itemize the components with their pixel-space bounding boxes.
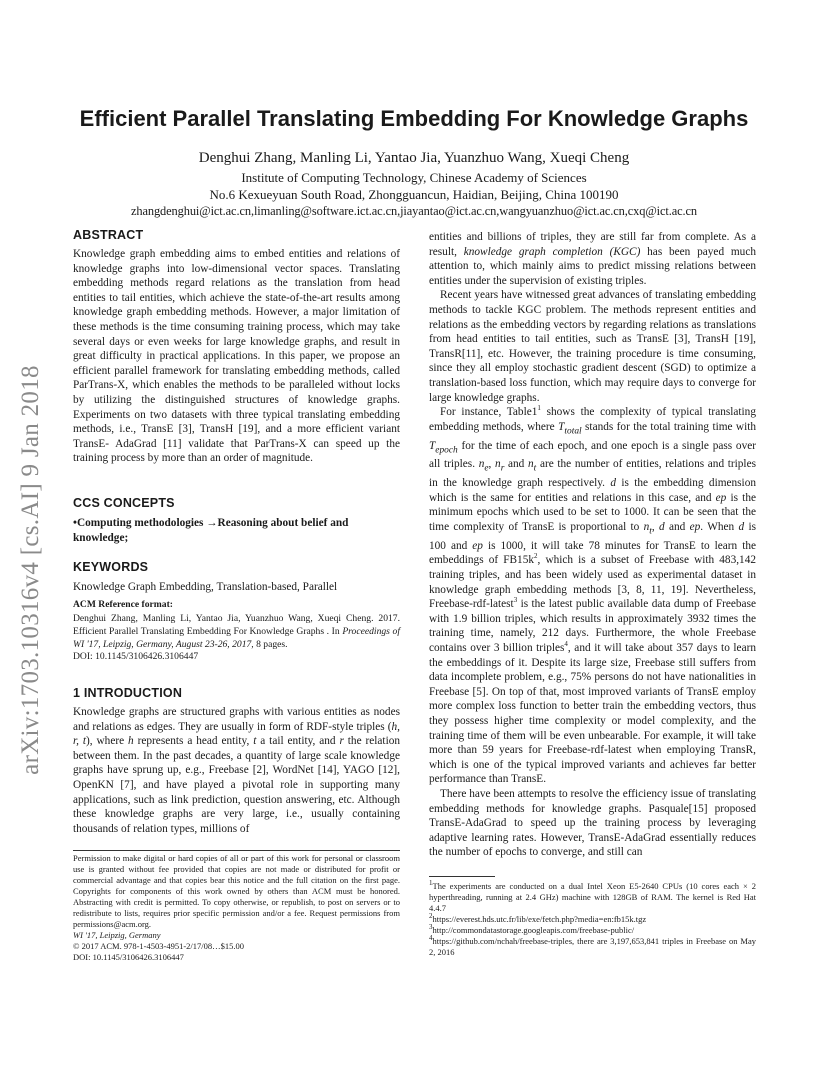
right-paragraph-4: There have been attempts to resolve the efficiency issue of translating embedding methods for knowledge graphs. Pasquale[15] proposed TransE-AdaGrad to speed up the training process by leveraging adaptive learning rates. However, TransE-AdaGrad essentially reduces the number of epochs to converge, and still can [429, 787, 756, 859]
right-paragraph-2: Recent years have witnessed great advances of translating embedding methods to tackle KGC problem. The methods represent entities and relations as the embedding vectors by regarding relations as translations from head entities to tail entities, such as TransE [3], TransH [19], TransR[11], etc. However, the training procedure is time consuming, since they all employ stochastic gradient descent (SGD) to optimize a translation-based loss function, which may require days to converge for large knowledge graphs. [429, 289, 756, 404]
footnote-3: $^3$http://commondatastorage.googleapis.com/freebase-public/ [429, 923, 635, 935]
abstract-body [73, 247, 400, 466]
author-emails: zhangdenghui@ict.ac.cn,limanling@software.ict.ac.cn,jiayantao@ict.ac.cn,wangyuanzhuo@ict.ac.cn,cxq@ict.ac.cn [130, 204, 698, 218]
abstract-heading: ABSTRACT [73, 228, 144, 242]
footnote-4: $^4$https://github.com/nchah/freebase-triples, there are 3,197,653,841 triples in Freebase on May 2, 2016 [429, 934, 756, 957]
right-paragraph-3: For instance, $Table1^1$ shows the complexity of typical translating embedding methods, where $T_{total}$ stands for the total training time with $T_{epoch}$ for the time of each epoch, and one epoch is a single pass over all triples. $n_e$, $n_r$ and $n_t$ are the number of entities, relations and triples in the knowledge graph respectively. d is the embedding dimension which is the same for entities and relations in this case, and ep is the minimum epochs which used to be set to 1000. It can be seen that the time complexity of TransE is proportional to $n_t$, d and ep. When d is 100 and ep is 1000, it will take 78 minutes for TransE to learn the embeddings of $FB15k^2$, which is a subset of Freebase with 483,142 training triples, and has been widely used as experimental dataset in knowledge graph embedding methods [3, 8, 11, 19]. Nevertheless, Freebase-rdf-latest$^3$ is the latest public available data dump of Freebase with 1.9 billion triples, which results in approximately 3932 times the training time, namely, 212 days. Furthermore, the whole Freebase contains over 3 billion triples$^4$, and it will take about 357 days to learn the embeddings of it. Despite its large size, Freebase still suffers from data incomplete problem, e.g., 75% persons do not have nationalities in Freebase [5]. On top of that, most improved variants of TransE employ more complex loss function to better train the embedding vectors, thus they possess higher time complexity or model complexity, and the training time of them will be even unbearable. For example, it will take more than 59 years for Freebase-rdf-latest when employing TransR, which is one of the typical improved variants and achieves far better performance than TransE. [429, 404, 757, 786]
permission-copyright: © 2017 ACM. 978-1-4503-4951-2/17/08…$15.00 [73, 941, 245, 951]
acm-ref-venue: Proceedings of WI '17, Leipzig, Germany, August 23-26, 2017, [73, 625, 400, 650]
permission-notice [73, 853, 400, 963]
footnote-rule [429, 876, 495, 877]
affiliation-address: No.6 Kexueyuan South Road, Zhongguancun, Haidian, Beijing, China 100190 [209, 187, 619, 202]
keywords-heading: KEYWORDS [73, 560, 149, 574]
keywords-text: Knowledge Graph Embedding, Translation-based, Parallel [73, 581, 338, 593]
footnotes [429, 881, 756, 958]
footnote-1: $^1$The experiments are conducted on a dual Intel Xeon E5-2640 CPUs (10 cores each × 2 hyperthreading, running at 2.4 GHz) machine with 128GB of RAM. The kernel is Red Hat 4.4.7 [429, 879, 756, 913]
footnote-2: $^2$https://everest.hds.utc.fr/lib/exe/fetch.php?media=en:fb15k.tgz [429, 912, 647, 924]
ccs-concepts: •Computing methodologies →Reasoning about belief and knowledge; [73, 517, 349, 544]
acm-ref-heading: ACM Reference format: [73, 599, 173, 610]
acm-ref-doi: DOI: 10.1145/3106426.3106447 [73, 651, 199, 663]
acm-ref-pages: 8 pages. [253, 638, 288, 650]
arxiv-identifier-stamp [8, 300, 54, 840]
permission-text: Permission to make digital or hard copies of all or part of this work for personal or classroom use is granted without fee provided that copies are not made or distributed for profit or commercial advantage and that copies bear this notice and the full citation on the first page. Copyrights for components of this work owned by others than ACM must be honored. Abstracting with credit is permitted. To copy otherwise, or republish, to post on servers or to redistribute to lists, requires prior specific permission and/or a fee. Request permissions from permissions@acm.org. [73, 853, 400, 929]
permission-doi: DOI: 10.1145/3106426.3106447 [73, 952, 184, 962]
abstract-text: Knowledge graph embedding aims to embed entities and relations of knowledge graphs into low-dimensional vector spaces. Translating embedding methods regard relations as the translation from head entities to tail entities, which achieve the state-of-the-art results among knowledge graph embedding methods. However, a major limitation of these methods is the time consuming training process, which may take several days or even weeks for large knowledge graphs, and result in great difficulty in practical applications. In this paper, we propose an efficient parallel framework for translating embedding methods, called ParTrans-X, which enables the methods to be paralleled without locks by utilizing the distinguished structures of knowledge graphs. Experiments on two datasets with three typical translating embedding methods, i.e., TransE [3], TransH [19], and a more efficient variant TransE- AdaGrad [11] validate that ParTrans-X can speed up the training process by more than an order of magnitude. [73, 248, 400, 465]
acm-reference [73, 613, 400, 664]
author-list: Denghui Zhang, Manling Li, Yantao Jia, Yuanzhuo Wang, Xueqi Cheng [198, 150, 630, 166]
right-column-body [429, 230, 756, 860]
introduction-paragraph: Knowledge graphs are structured graphs with various entities as nodes and relations as edges. They are usually in form of RDF-style triples (h, r, t), where h represents a head entity, t a tail entity, and r the relation between them. In the past decades, a quantity of large scale knowledge graphs have sprung up, e.g., Freebase [2], WordNet [14], YAGO [12], OpenKN [7], and have played a pivotal role in supporting many applications, such as link prediction, question answering, etc. Although these knowledge graphs are very large, i.e., usually containing thousands of relation types, millions of [73, 706, 400, 835]
acm-ref-citation: Denghui Zhang, Manling Li, Yantao Jia, Yuanzhuo Wang, Xueqi Cheng. 2017. Efficient Parallel Translating Embedding For Knowledge Graphs . In [73, 613, 400, 637]
permission-rule [73, 850, 400, 851]
introduction-heading: 1 INTRODUCTION [73, 686, 183, 700]
affiliation-institute: Institute of Computing Technology, Chinese Academy of Sciences [241, 170, 587, 185]
introduction-body [73, 705, 400, 836]
permission-venue: WI '17, Leipzig, Germany [73, 930, 161, 940]
paper-title: Efficient Parallel Translating Embedding For Knowledge Graphs [79, 106, 749, 131]
arxiv-identifier-text: arXiv:1703.10316v4 [cs.AI] 9 Jan 2018 [17, 365, 44, 775]
ccs-heading: CCS CONCEPTS [73, 496, 175, 510]
right-paragraph-1: entities and billions of triples, they are still far from complete. As a result, knowledge graph completion (KGC) has been payed much attention to, which mainly aims to predict missing relations between entities under the supervision of existing triples. [429, 231, 756, 287]
